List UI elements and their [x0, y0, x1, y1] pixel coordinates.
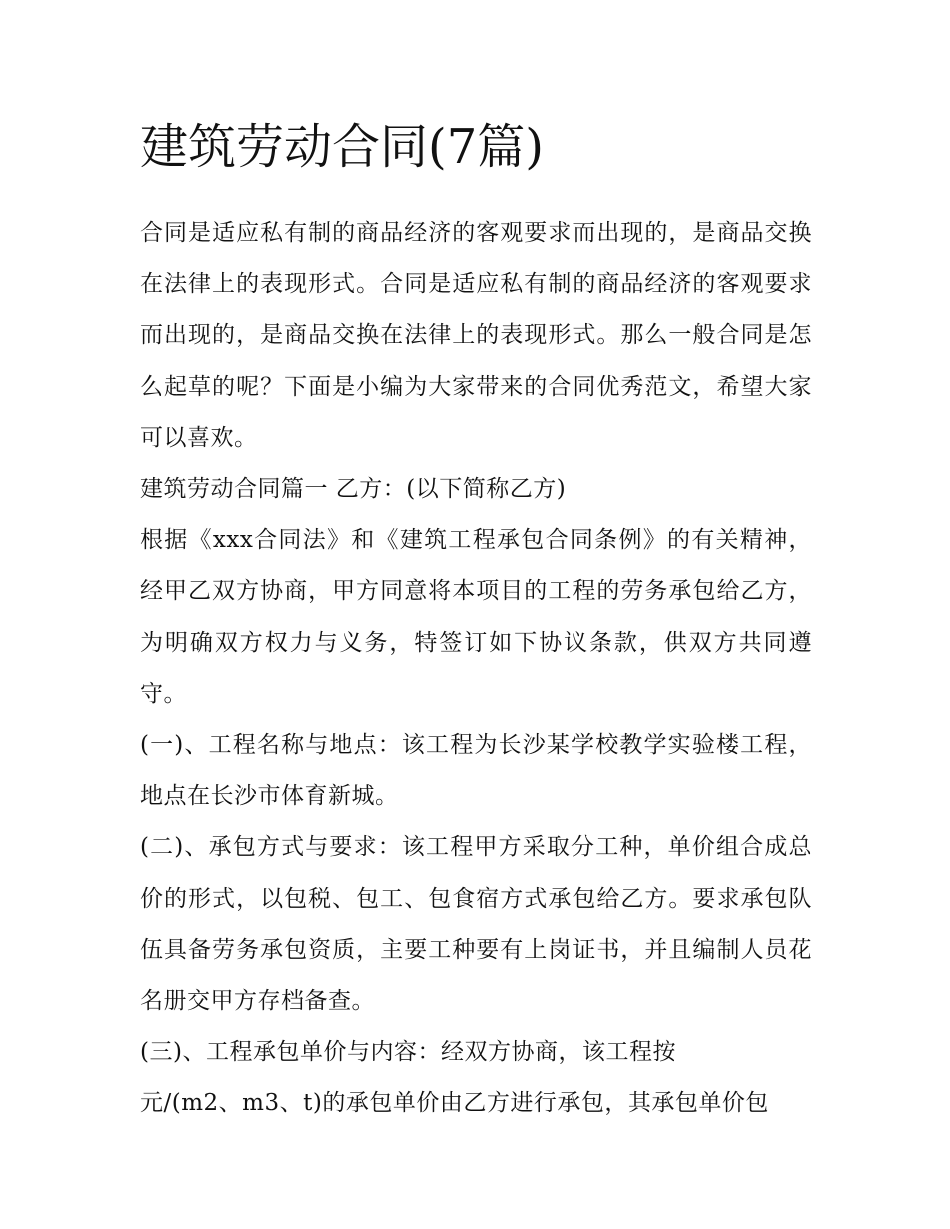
document-body: [140, 112, 812, 1130]
clause-2-paragraph: (二)、承包方式与要求：该工程甲方采取分工种，单价组合成总价的形式，以包税、包工、包食宿方式承包给乙方。要求承包队伍具备劳务承包资质，主要工种要有上岗证书，并且编制人员花名册交甲方存档备查。: [140, 834, 812, 1015]
intro-paragraph: 合同是适应私有制的商品经济的客观要求而出现的，是商品交换在法律上的表现形式。合同是适应私有制的商品经济的客观要求而出现的，是商品交换在法律上的表现形式。那么一般合同是怎么起草的呢？下面是小编为大家带来的合同优秀范文，希望大家可以喜欢。: [140, 220, 812, 451]
preamble-paragraph: 根据《xxx合同法》和《建筑工程承包合同条例》的有关精神，经甲乙双方协商，甲方同意将本项目的工程的劳务承包给乙方，为明确双方权力与义务，特签订如下协议条款，供双方共同遵守。: [140, 527, 812, 707]
clause-3-paragraph: (三)、工程承包单价与内容：经双方协商，该工程按: [140, 1039, 676, 1066]
clause-1-paragraph: (一)、工程名称与地点：该工程为长沙某学校教学实验楼工程，地点在长沙市体育新城。: [140, 732, 812, 810]
section-heading: 建筑劳动合同篇一 乙方：(以下简称乙方): [140, 476, 567, 503]
clause-3-continuation: 元/(m2、m3、t)的承包单价由乙方进行承包，其承包单价包: [140, 1090, 769, 1117]
document-title: 建筑劳动合同(7篇): [140, 119, 544, 175]
